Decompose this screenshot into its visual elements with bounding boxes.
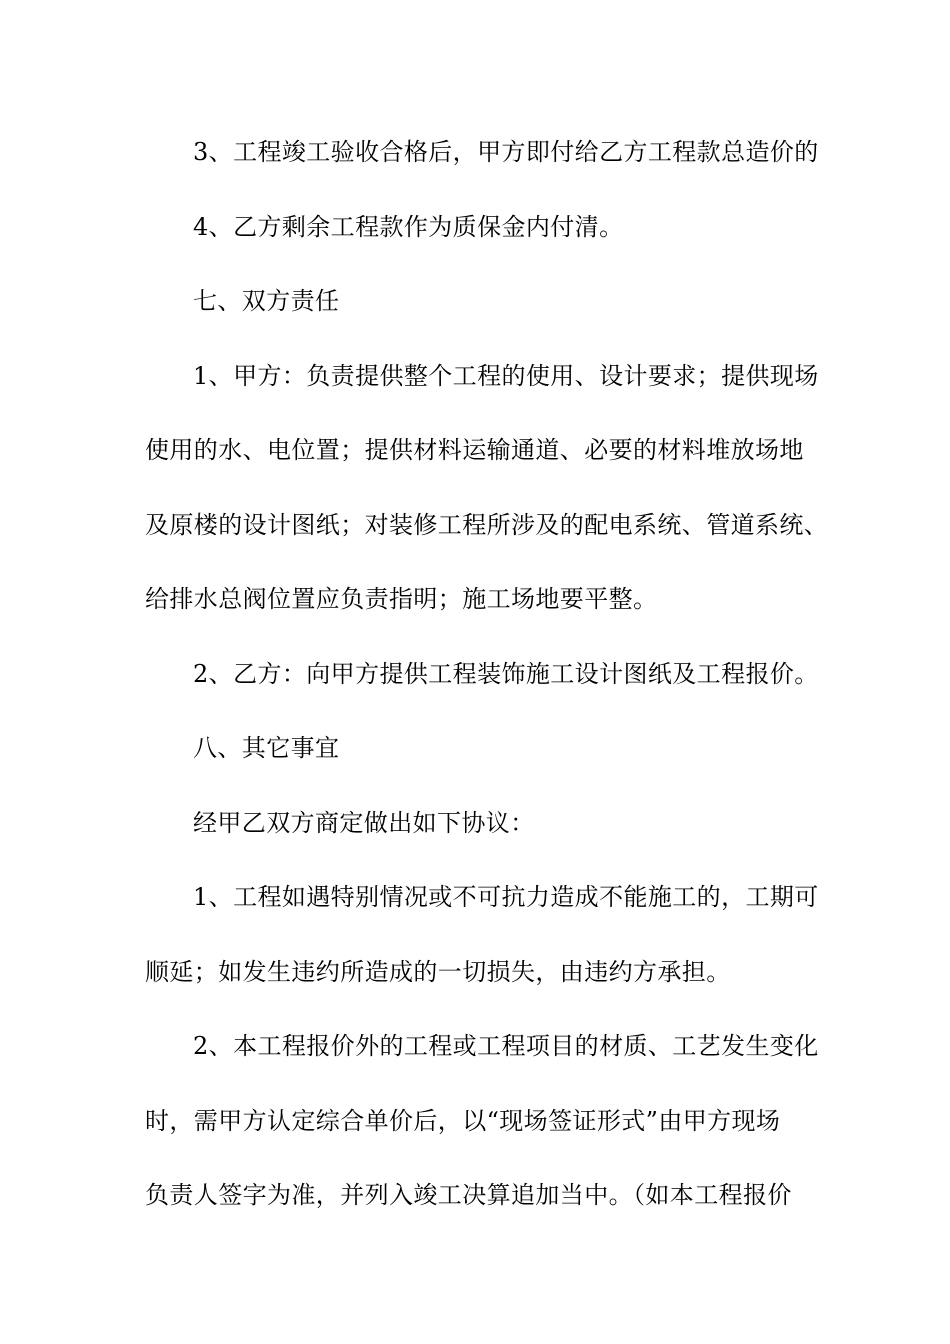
paragraph-line: 3、工程竣工验收合格后，甲方即付给乙方工程款总造价的 xyxy=(193,138,819,166)
paragraph-line: 给排水总阀位置应负责指明；施工场地要平整。 xyxy=(145,585,658,613)
paragraph-line: 经甲乙双方商定做出如下协议： xyxy=(193,808,535,837)
section-heading: 八、其它事宜 xyxy=(193,734,340,762)
paragraph-line: 顺延；如发生违约所造成的一切损失，由违约方承担。 xyxy=(145,957,731,986)
section-heading: 七、双方责任 xyxy=(193,287,340,315)
paragraph-line: 2、本工程报价外的工程或工程项目的材质、工艺发生变化 xyxy=(193,1032,819,1060)
document-body xyxy=(145,127,835,1245)
paragraph-line: 2、乙方：向甲方提供工程装饰施工设计图纸及工程报价。 xyxy=(193,659,819,688)
paragraph-line: 4、乙方剩余工程款作为质保金内付清。 xyxy=(193,212,624,241)
paragraph-line: 1、工程如遇特别情况或不可抗力造成不能施工的，工期可 xyxy=(193,883,819,911)
paragraph-line: 时，需甲方认定综合单价后，以“现场签证形式”由甲方现场 xyxy=(145,1106,781,1135)
paragraph-line: 使用的水、电位置；提供材料运输通道、必要的材料堆放场地 xyxy=(145,436,804,464)
paragraph-line: 1、甲方：负责提供整个工程的使用、设计要求；提供现场 xyxy=(193,361,819,390)
paragraph-line: 负责人签字为准，并列入竣工决算追加当中。（如本工程报价 xyxy=(145,1181,792,1209)
paragraph-line: 及原楼的设计图纸；对装修工程所涉及的配电系统、管道系统、 xyxy=(145,510,829,539)
